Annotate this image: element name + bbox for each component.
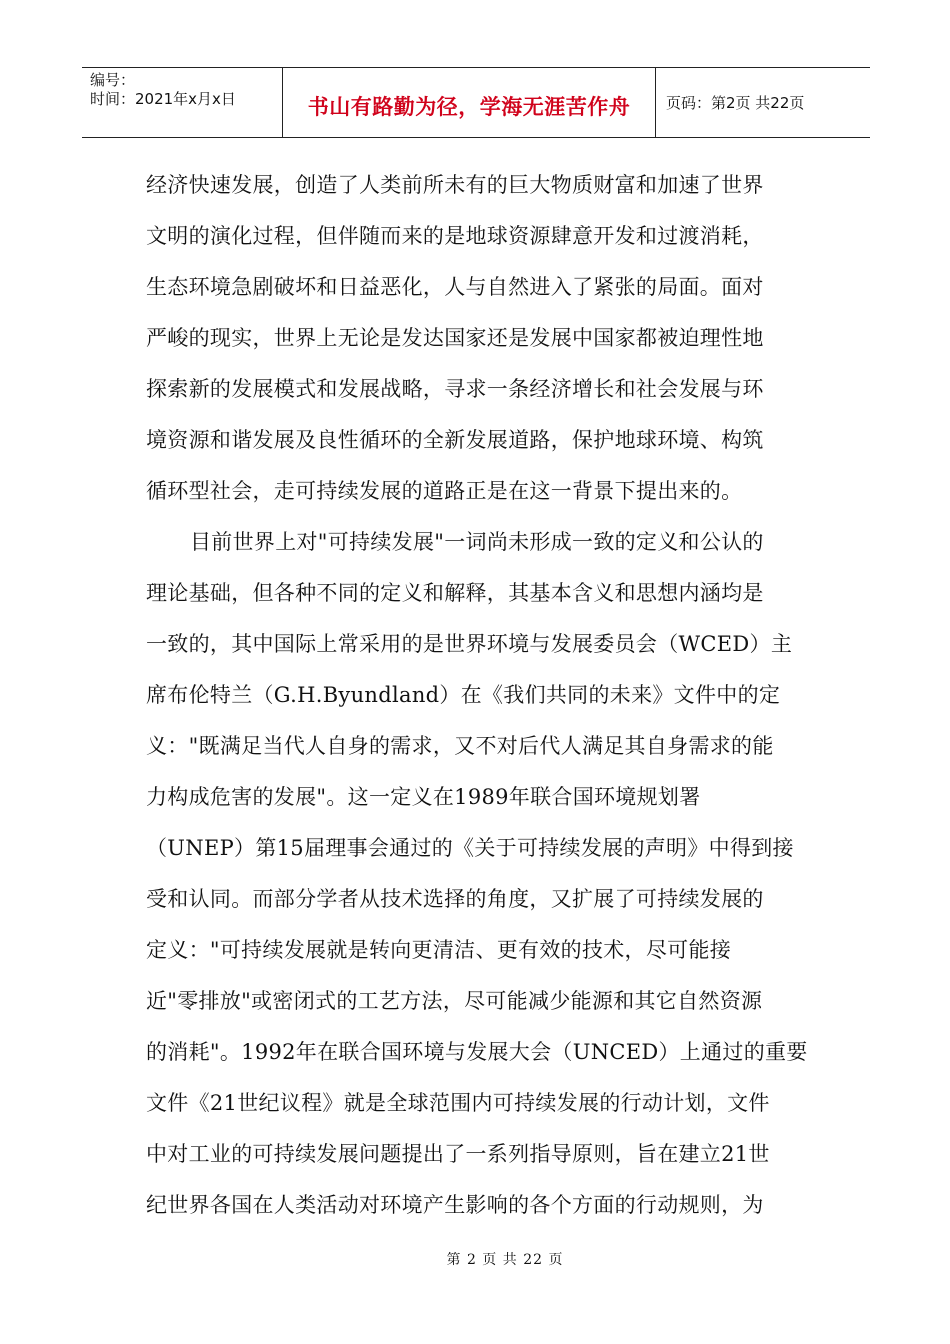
- body-line: 境资源和谐发展及良性循环的全新发展道路，保护地球环境、构筑: [146, 428, 764, 452]
- body-line: 受和认同。而部分学者从技术选择的角度，又扩展了可持续发展的: [146, 887, 764, 911]
- body-line: 生态环境急剧破坏和日益恶化，人与自然进入了紧张的局面。面对: [146, 275, 764, 299]
- body-line: 力构成危害的发展"。这一定义在1989年联合国环境规划署: [146, 785, 701, 809]
- page-code: 页码：第2页 共22页: [666, 94, 805, 112]
- body-line: 文件《21世纪议程》就是全球范围内可持续发展的行动计划，文件: [146, 1091, 770, 1115]
- body-line: 定义："可持续发展就是转向更清洁、更有效的技术，尽可能接: [146, 938, 732, 962]
- body-line: 循环型社会，走可持续发展的道路正是在这一背景下提出来的。: [146, 479, 743, 503]
- body-line: 严峻的现实，世界上无论是发达国家还是发展中国家都被迫理性地: [146, 326, 764, 350]
- paragraph-first-line: 目前世界上对"可持续发展"一词尚未形成一致的定义和公认的: [190, 530, 764, 554]
- body-line: 的消耗"。1992年在联合国环境与发展大会（UNCED）上通过的重要: [146, 1040, 808, 1064]
- body-line: 经济快速发展，创造了人类前所未有的巨大物质财富和加速了世界: [146, 173, 764, 197]
- document-body: [146, 160, 816, 1231]
- date-label: 时间：2021年x月x日: [90, 90, 236, 108]
- body-line: （UNEP）第15届理事会通过的《关于可持续发展的声明》中得到接: [146, 836, 794, 860]
- header-meta: [82, 68, 283, 137]
- body-line: 文明的演化过程，但伴随而来的是地球资源肆意开发和过渡消耗，: [146, 224, 764, 248]
- body-line: 近"零排放"或密闭式的工艺方法，尽可能减少能源和其它自然资源: [146, 989, 763, 1013]
- body-line: 中对工业的可持续发展问题提出了一系列指导原则，旨在建立21世: [146, 1142, 770, 1166]
- body-line: 义："既满足当代人自身的需求，又不对后代人满足其自身需求的能: [146, 734, 774, 758]
- body-line: 探索新的发展模式和发展战略，寻求一条经济增长和社会发展与环: [146, 377, 764, 401]
- page-footer: 第 2 页 共 22 页: [446, 1252, 564, 1268]
- motto-text: 书山有路勤为径，学海无涯苦作舟: [307, 94, 631, 119]
- body-line: 理论基础，但各种不同的定义和解释，其基本含义和思想内涵均是: [146, 581, 764, 605]
- body-line: 纪世界各国在人类活动对环境产生影响的各个方面的行动规则，为: [146, 1193, 764, 1217]
- body-line: 席布伦特兰（G.H.Byundland）在《我们共同的未来》文件中的定: [146, 683, 781, 707]
- serial-label: 编号：: [90, 71, 136, 89]
- header-motto-cell: [283, 68, 656, 137]
- page-header: [82, 67, 870, 138]
- body-line: 一致的，其中国际上常采用的是世界环境与发展委员会（WCED）主: [146, 632, 793, 656]
- header-page-code-cell: [656, 68, 870, 137]
